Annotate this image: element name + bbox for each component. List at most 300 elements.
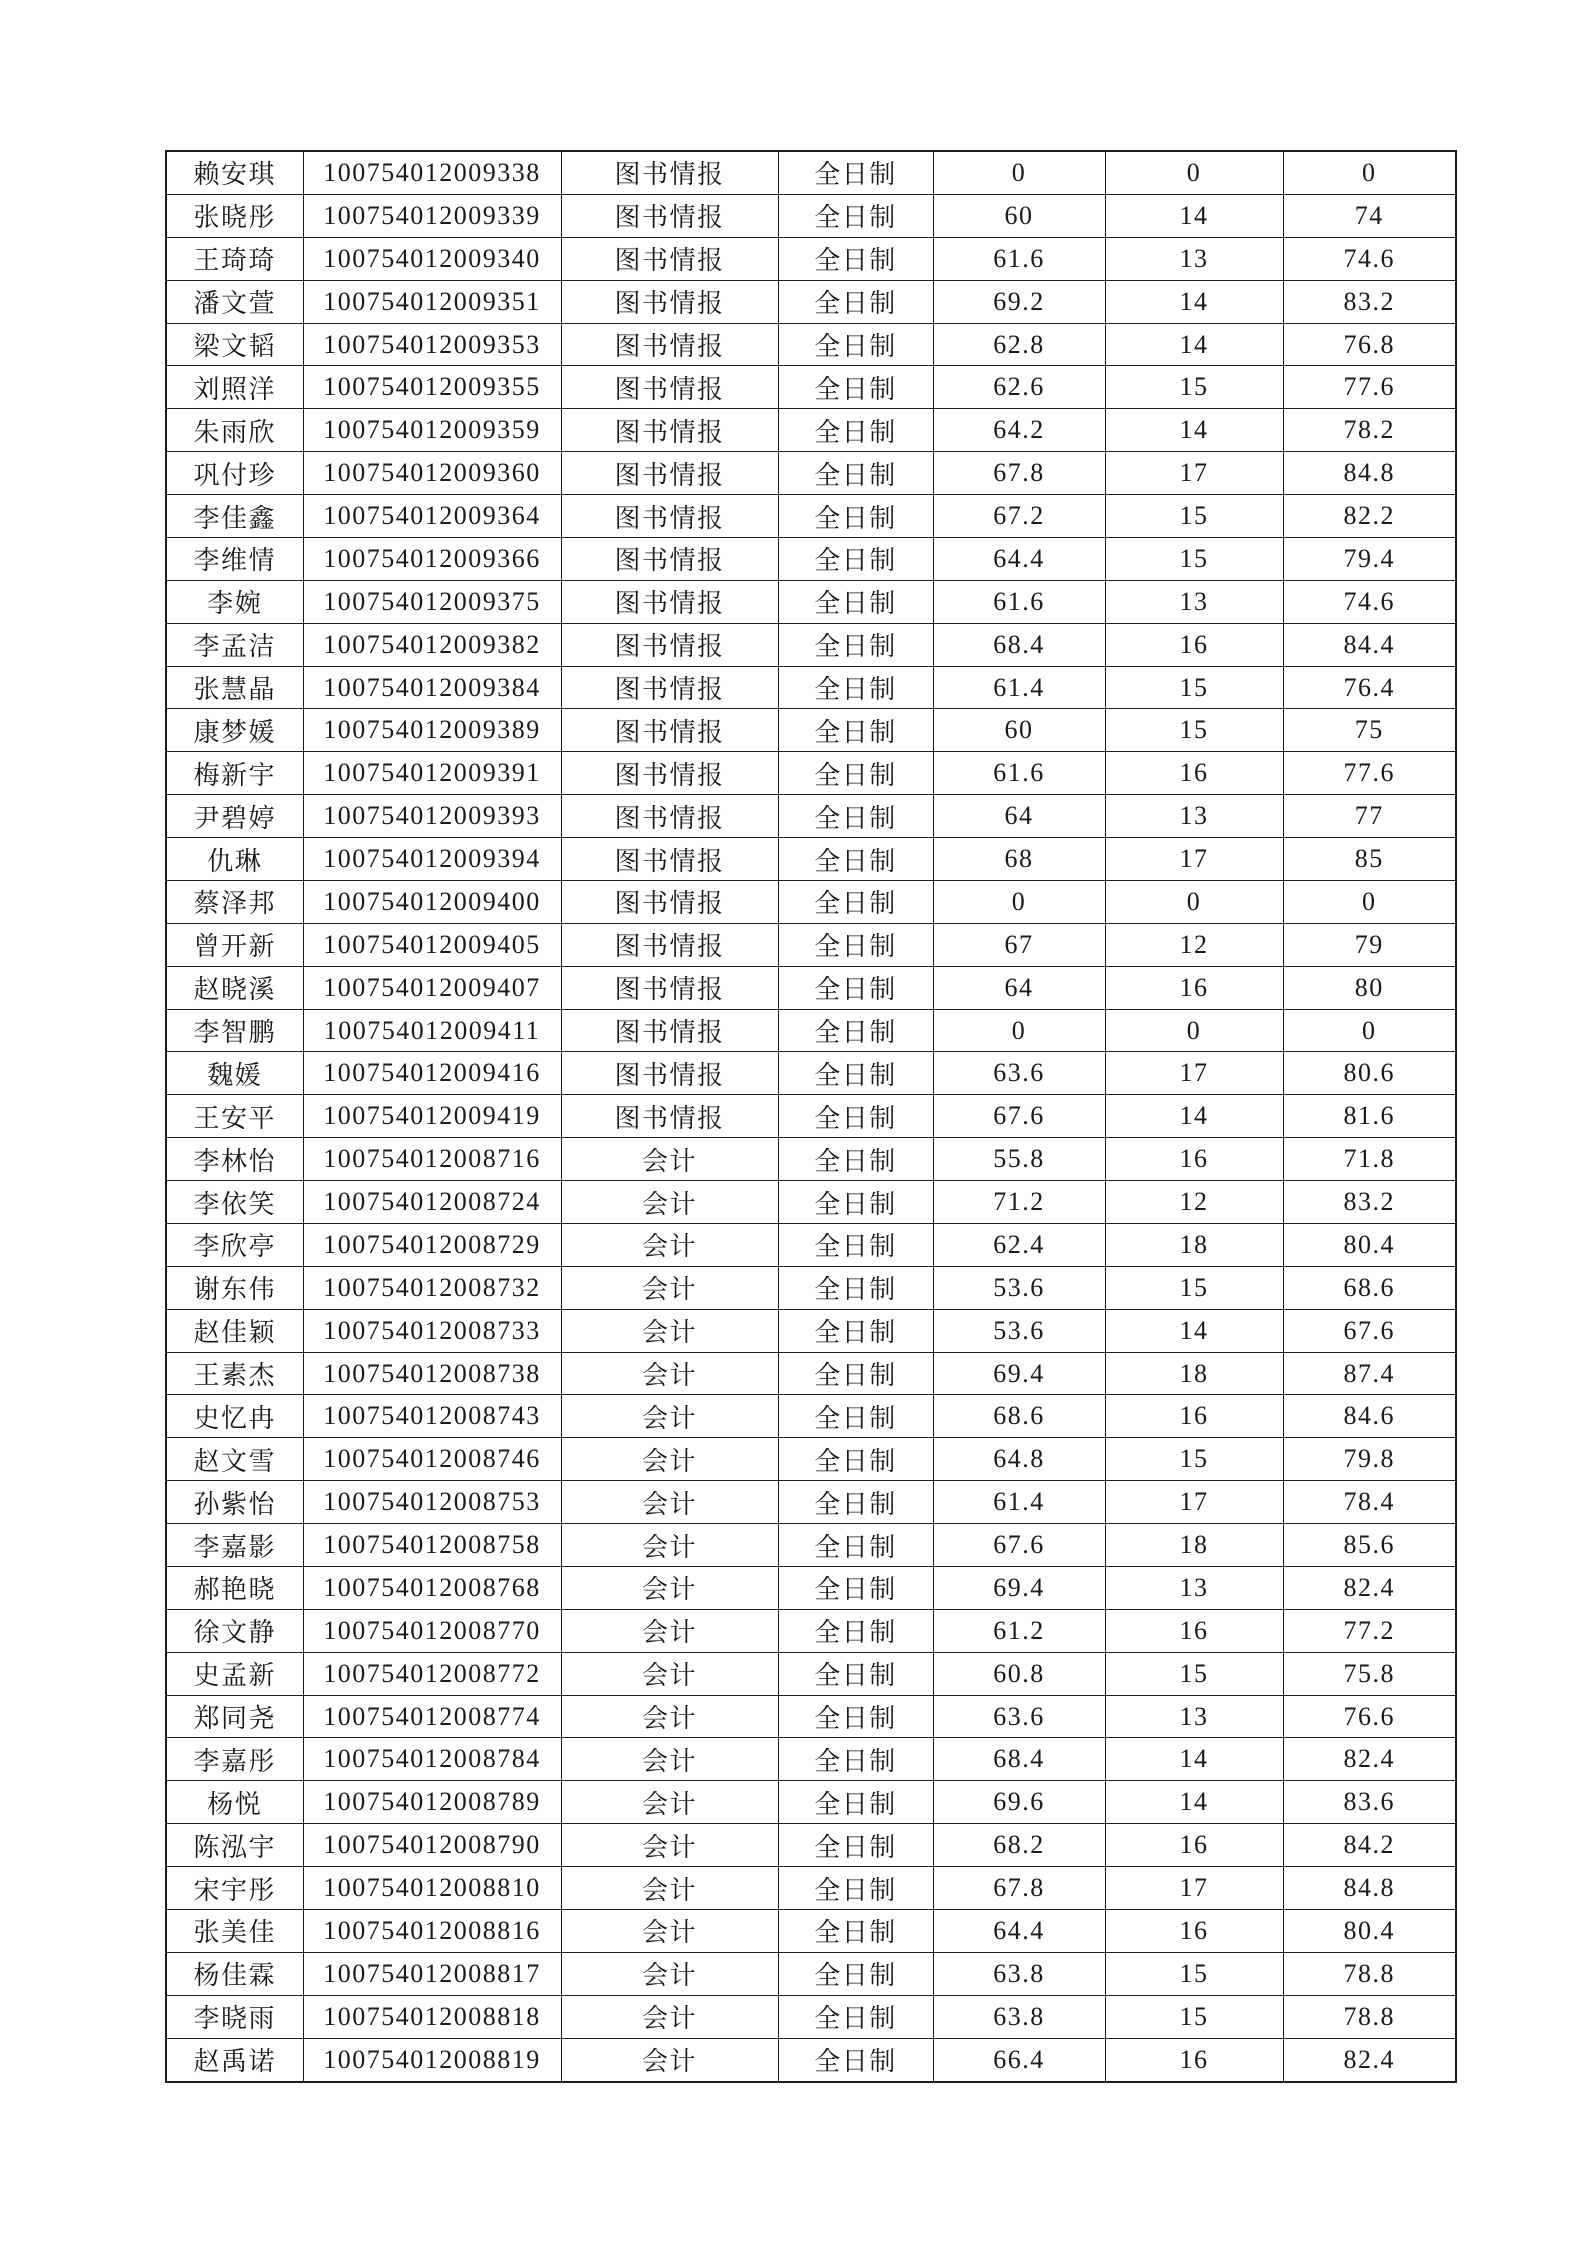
cell-candidate_id: 100754012008729 bbox=[303, 1223, 561, 1266]
cell-name: 杨悦 bbox=[166, 1781, 303, 1824]
cell-score1: 68 bbox=[933, 838, 1105, 881]
cell-study_mode: 全日制 bbox=[778, 1695, 933, 1738]
cell-major: 图书情报 bbox=[561, 1052, 778, 1095]
cell-total: 67.6 bbox=[1283, 1309, 1456, 1352]
cell-candidate_id: 100754012009351 bbox=[303, 280, 561, 323]
cell-name: 仇琳 bbox=[166, 838, 303, 881]
cell-major: 图书情报 bbox=[561, 237, 778, 280]
cell-name: 梁文韬 bbox=[166, 323, 303, 366]
cell-major: 会计 bbox=[561, 1952, 778, 1995]
table-row bbox=[166, 323, 1456, 366]
cell-score2: 14 bbox=[1105, 409, 1283, 452]
cell-candidate_id: 100754012009391 bbox=[303, 752, 561, 795]
cell-study_mode: 全日制 bbox=[778, 1824, 933, 1867]
cell-study_mode: 全日制 bbox=[778, 966, 933, 1009]
admission-score-table bbox=[165, 150, 1457, 2083]
cell-total: 77.2 bbox=[1283, 1609, 1456, 1652]
cell-score1: 61.6 bbox=[933, 580, 1105, 623]
cell-study_mode: 全日制 bbox=[778, 452, 933, 495]
cell-score1: 68.2 bbox=[933, 1824, 1105, 1867]
cell-score2: 13 bbox=[1105, 580, 1283, 623]
cell-candidate_id: 100754012008753 bbox=[303, 1481, 561, 1524]
table-row bbox=[166, 795, 1456, 838]
cell-major: 会计 bbox=[561, 1223, 778, 1266]
cell-candidate_id: 100754012009407 bbox=[303, 966, 561, 1009]
cell-study_mode: 全日制 bbox=[778, 838, 933, 881]
cell-score2: 17 bbox=[1105, 1867, 1283, 1910]
cell-name: 李林怡 bbox=[166, 1138, 303, 1181]
cell-score1: 66.4 bbox=[933, 2038, 1105, 2082]
cell-candidate_id: 100754012009359 bbox=[303, 409, 561, 452]
cell-candidate_id: 100754012008784 bbox=[303, 1738, 561, 1781]
cell-name: 李依笑 bbox=[166, 1181, 303, 1224]
cell-total: 81.6 bbox=[1283, 1095, 1456, 1138]
cell-name: 尹碧婷 bbox=[166, 795, 303, 838]
cell-score2: 15 bbox=[1105, 709, 1283, 752]
cell-candidate_id: 100754012009411 bbox=[303, 1009, 561, 1052]
cell-total: 78.4 bbox=[1283, 1481, 1456, 1524]
cell-score1: 69.6 bbox=[933, 1781, 1105, 1824]
cell-candidate_id: 100754012009394 bbox=[303, 838, 561, 881]
cell-candidate_id: 100754012009375 bbox=[303, 580, 561, 623]
cell-candidate_id: 100754012009400 bbox=[303, 880, 561, 923]
cell-score1: 63.6 bbox=[933, 1695, 1105, 1738]
cell-total: 80 bbox=[1283, 966, 1456, 1009]
cell-candidate_id: 100754012009364 bbox=[303, 495, 561, 538]
cell-study_mode: 全日制 bbox=[778, 194, 933, 237]
cell-total: 83.2 bbox=[1283, 280, 1456, 323]
cell-study_mode: 全日制 bbox=[778, 752, 933, 795]
cell-candidate_id: 100754012008810 bbox=[303, 1867, 561, 1910]
cell-name: 谢东伟 bbox=[166, 1266, 303, 1309]
cell-score1: 69.4 bbox=[933, 1566, 1105, 1609]
table-row bbox=[166, 1481, 1456, 1524]
cell-total: 0 bbox=[1283, 151, 1456, 194]
cell-candidate_id: 100754012008772 bbox=[303, 1652, 561, 1695]
cell-total: 79.4 bbox=[1283, 537, 1456, 580]
cell-total: 77.6 bbox=[1283, 366, 1456, 409]
cell-major: 图书情报 bbox=[561, 366, 778, 409]
cell-study_mode: 全日制 bbox=[778, 1566, 933, 1609]
cell-total: 78.8 bbox=[1283, 1952, 1456, 1995]
cell-candidate_id: 100754012009339 bbox=[303, 194, 561, 237]
cell-candidate_id: 100754012008738 bbox=[303, 1352, 561, 1395]
cell-total: 75.8 bbox=[1283, 1652, 1456, 1695]
cell-score2: 16 bbox=[1105, 1395, 1283, 1438]
cell-score2: 14 bbox=[1105, 323, 1283, 366]
cell-score2: 14 bbox=[1105, 1781, 1283, 1824]
table-row bbox=[166, 151, 1456, 194]
cell-score1: 63.6 bbox=[933, 1052, 1105, 1095]
table-row bbox=[166, 409, 1456, 452]
cell-study_mode: 全日制 bbox=[778, 409, 933, 452]
cell-name: 王素杰 bbox=[166, 1352, 303, 1395]
cell-major: 会计 bbox=[561, 1438, 778, 1481]
cell-name: 王安平 bbox=[166, 1095, 303, 1138]
cell-score1: 53.6 bbox=[933, 1266, 1105, 1309]
cell-score2: 15 bbox=[1105, 1266, 1283, 1309]
cell-score1: 67 bbox=[933, 923, 1105, 966]
table-row bbox=[166, 1138, 1456, 1181]
cell-score1: 62.4 bbox=[933, 1223, 1105, 1266]
cell-total: 82.4 bbox=[1283, 2038, 1456, 2082]
cell-total: 77 bbox=[1283, 795, 1456, 838]
cell-candidate_id: 100754012008818 bbox=[303, 1995, 561, 2038]
table-row bbox=[166, 752, 1456, 795]
table-row bbox=[166, 2038, 1456, 2082]
cell-candidate_id: 100754012009353 bbox=[303, 323, 561, 366]
cell-major: 会计 bbox=[561, 1309, 778, 1352]
cell-major: 图书情报 bbox=[561, 795, 778, 838]
cell-score2: 16 bbox=[1105, 752, 1283, 795]
cell-study_mode: 全日制 bbox=[778, 1481, 933, 1524]
cell-candidate_id: 100754012009384 bbox=[303, 666, 561, 709]
cell-study_mode: 全日制 bbox=[778, 537, 933, 580]
cell-name: 李欣亭 bbox=[166, 1223, 303, 1266]
table-row bbox=[166, 1052, 1456, 1095]
cell-score2: 0 bbox=[1105, 880, 1283, 923]
cell-total: 84.6 bbox=[1283, 1395, 1456, 1438]
table-row bbox=[166, 966, 1456, 1009]
cell-score2: 14 bbox=[1105, 1738, 1283, 1781]
cell-major: 图书情报 bbox=[561, 323, 778, 366]
cell-name: 李维情 bbox=[166, 537, 303, 580]
cell-score1: 63.8 bbox=[933, 1995, 1105, 2038]
cell-score2: 14 bbox=[1105, 280, 1283, 323]
table-row bbox=[166, 1609, 1456, 1652]
cell-study_mode: 全日制 bbox=[778, 1609, 933, 1652]
cell-total: 84.2 bbox=[1283, 1824, 1456, 1867]
cell-score1: 68.6 bbox=[933, 1395, 1105, 1438]
cell-major: 会计 bbox=[561, 1566, 778, 1609]
cell-total: 84.8 bbox=[1283, 1867, 1456, 1910]
cell-major: 图书情报 bbox=[561, 194, 778, 237]
cell-score1: 61.2 bbox=[933, 1609, 1105, 1652]
cell-major: 图书情报 bbox=[561, 1095, 778, 1138]
cell-score2: 13 bbox=[1105, 1566, 1283, 1609]
table-row bbox=[166, 1181, 1456, 1224]
cell-score2: 0 bbox=[1105, 151, 1283, 194]
cell-score2: 13 bbox=[1105, 795, 1283, 838]
table-row bbox=[166, 1781, 1456, 1824]
cell-score1: 64.2 bbox=[933, 409, 1105, 452]
cell-name: 李佳鑫 bbox=[166, 495, 303, 538]
cell-study_mode: 全日制 bbox=[778, 1438, 933, 1481]
table-body bbox=[166, 151, 1456, 2082]
cell-major: 图书情报 bbox=[561, 752, 778, 795]
cell-score1: 0 bbox=[933, 880, 1105, 923]
cell-major: 会计 bbox=[561, 1995, 778, 2038]
cell-study_mode: 全日制 bbox=[778, 2038, 933, 2082]
table-row bbox=[166, 1309, 1456, 1352]
cell-score1: 68.4 bbox=[933, 1738, 1105, 1781]
cell-name: 赖安琪 bbox=[166, 151, 303, 194]
cell-score2: 16 bbox=[1105, 1609, 1283, 1652]
cell-candidate_id: 100754012008770 bbox=[303, 1609, 561, 1652]
table-row bbox=[166, 1909, 1456, 1952]
cell-score2: 15 bbox=[1105, 1995, 1283, 2038]
cell-score1: 68.4 bbox=[933, 623, 1105, 666]
cell-major: 会计 bbox=[561, 1781, 778, 1824]
cell-score1: 67.6 bbox=[933, 1095, 1105, 1138]
cell-candidate_id: 100754012008758 bbox=[303, 1524, 561, 1567]
cell-score1: 0 bbox=[933, 151, 1105, 194]
cell-study_mode: 全日制 bbox=[778, 1052, 933, 1095]
cell-study_mode: 全日制 bbox=[778, 795, 933, 838]
cell-major: 图书情报 bbox=[561, 880, 778, 923]
cell-major: 图书情报 bbox=[561, 580, 778, 623]
cell-total: 79.8 bbox=[1283, 1438, 1456, 1481]
cell-total: 84.8 bbox=[1283, 452, 1456, 495]
table-row bbox=[166, 280, 1456, 323]
cell-major: 会计 bbox=[561, 1138, 778, 1181]
table-row bbox=[166, 666, 1456, 709]
table-row bbox=[166, 1995, 1456, 2038]
cell-candidate_id: 100754012008733 bbox=[303, 1309, 561, 1352]
cell-total: 79 bbox=[1283, 923, 1456, 966]
cell-score2: 15 bbox=[1105, 1438, 1283, 1481]
cell-name: 张晓彤 bbox=[166, 194, 303, 237]
cell-major: 会计 bbox=[561, 2038, 778, 2082]
cell-name: 李智鹏 bbox=[166, 1009, 303, 1052]
cell-major: 会计 bbox=[561, 1867, 778, 1910]
table-row bbox=[166, 1223, 1456, 1266]
cell-name: 徐文静 bbox=[166, 1609, 303, 1652]
cell-score2: 14 bbox=[1105, 194, 1283, 237]
cell-score2: 18 bbox=[1105, 1524, 1283, 1567]
cell-score2: 0 bbox=[1105, 1009, 1283, 1052]
cell-study_mode: 全日制 bbox=[778, 1652, 933, 1695]
cell-score1: 63.8 bbox=[933, 1952, 1105, 1995]
cell-score1: 67.8 bbox=[933, 1867, 1105, 1910]
cell-total: 85.6 bbox=[1283, 1524, 1456, 1567]
cell-name: 史忆冉 bbox=[166, 1395, 303, 1438]
cell-name: 赵文雪 bbox=[166, 1438, 303, 1481]
cell-score1: 61.4 bbox=[933, 666, 1105, 709]
cell-score2: 17 bbox=[1105, 1052, 1283, 1095]
cell-name: 赵禹诺 bbox=[166, 2038, 303, 2082]
cell-major: 图书情报 bbox=[561, 666, 778, 709]
table-row bbox=[166, 1524, 1456, 1567]
cell-total: 74.6 bbox=[1283, 237, 1456, 280]
table-row bbox=[166, 1566, 1456, 1609]
cell-candidate_id: 100754012009419 bbox=[303, 1095, 561, 1138]
cell-candidate_id: 100754012008817 bbox=[303, 1952, 561, 1995]
cell-score2: 13 bbox=[1105, 237, 1283, 280]
cell-study_mode: 全日制 bbox=[778, 1952, 933, 1995]
cell-score2: 18 bbox=[1105, 1352, 1283, 1395]
cell-name: 赵晓溪 bbox=[166, 966, 303, 1009]
table-row bbox=[166, 1395, 1456, 1438]
cell-major: 图书情报 bbox=[561, 709, 778, 752]
cell-score2: 15 bbox=[1105, 666, 1283, 709]
cell-major: 会计 bbox=[561, 1824, 778, 1867]
table-row bbox=[166, 1009, 1456, 1052]
cell-score2: 16 bbox=[1105, 623, 1283, 666]
cell-score2: 17 bbox=[1105, 1481, 1283, 1524]
cell-score1: 64 bbox=[933, 966, 1105, 1009]
cell-score2: 15 bbox=[1105, 366, 1283, 409]
cell-score1: 67.2 bbox=[933, 495, 1105, 538]
cell-study_mode: 全日制 bbox=[778, 1181, 933, 1224]
table-row bbox=[166, 1738, 1456, 1781]
cell-major: 会计 bbox=[561, 1909, 778, 1952]
cell-name: 张美佳 bbox=[166, 1909, 303, 1952]
cell-score1: 61.6 bbox=[933, 752, 1105, 795]
cell-major: 会计 bbox=[561, 1652, 778, 1695]
cell-name: 宋宇彤 bbox=[166, 1867, 303, 1910]
cell-score1: 0 bbox=[933, 1009, 1105, 1052]
cell-major: 会计 bbox=[561, 1609, 778, 1652]
cell-total: 85 bbox=[1283, 838, 1456, 881]
cell-score2: 13 bbox=[1105, 1695, 1283, 1738]
table-row bbox=[166, 194, 1456, 237]
cell-score1: 62.8 bbox=[933, 323, 1105, 366]
cell-total: 87.4 bbox=[1283, 1352, 1456, 1395]
cell-name: 陈泓宇 bbox=[166, 1824, 303, 1867]
cell-score2: 16 bbox=[1105, 2038, 1283, 2082]
cell-name: 李嘉彤 bbox=[166, 1738, 303, 1781]
cell-study_mode: 全日制 bbox=[778, 1524, 933, 1567]
cell-total: 71.8 bbox=[1283, 1138, 1456, 1181]
cell-total: 80.4 bbox=[1283, 1223, 1456, 1266]
cell-major: 会计 bbox=[561, 1266, 778, 1309]
cell-study_mode: 全日制 bbox=[778, 580, 933, 623]
cell-candidate_id: 100754012008746 bbox=[303, 1438, 561, 1481]
cell-study_mode: 全日制 bbox=[778, 1867, 933, 1910]
table-row bbox=[166, 880, 1456, 923]
table-row bbox=[166, 580, 1456, 623]
cell-score1: 67.6 bbox=[933, 1524, 1105, 1567]
cell-score1: 64.4 bbox=[933, 1909, 1105, 1952]
cell-study_mode: 全日制 bbox=[778, 151, 933, 194]
cell-candidate_id: 100754012008790 bbox=[303, 1824, 561, 1867]
cell-name: 王琦琦 bbox=[166, 237, 303, 280]
cell-score1: 69.4 bbox=[933, 1352, 1105, 1395]
cell-score2: 14 bbox=[1105, 1095, 1283, 1138]
cell-candidate_id: 100754012008768 bbox=[303, 1566, 561, 1609]
cell-score1: 61.6 bbox=[933, 237, 1105, 280]
table-row bbox=[166, 1266, 1456, 1309]
cell-name: 史孟新 bbox=[166, 1652, 303, 1695]
cell-candidate_id: 100754012008732 bbox=[303, 1266, 561, 1309]
cell-score2: 14 bbox=[1105, 1309, 1283, 1352]
table-row bbox=[166, 1095, 1456, 1138]
cell-name: 李晓雨 bbox=[166, 1995, 303, 2038]
cell-name: 魏媛 bbox=[166, 1052, 303, 1095]
cell-major: 图书情报 bbox=[561, 623, 778, 666]
cell-score1: 64.8 bbox=[933, 1438, 1105, 1481]
cell-candidate_id: 100754012009389 bbox=[303, 709, 561, 752]
cell-study_mode: 全日制 bbox=[778, 280, 933, 323]
cell-candidate_id: 100754012008743 bbox=[303, 1395, 561, 1438]
table-row bbox=[166, 838, 1456, 881]
cell-name: 赵佳颖 bbox=[166, 1309, 303, 1352]
cell-total: 82.4 bbox=[1283, 1566, 1456, 1609]
cell-candidate_id: 100754012008819 bbox=[303, 2038, 561, 2082]
cell-name: 刘照洋 bbox=[166, 366, 303, 409]
cell-score2: 16 bbox=[1105, 1138, 1283, 1181]
cell-name: 李嘉影 bbox=[166, 1524, 303, 1567]
cell-major: 图书情报 bbox=[561, 452, 778, 495]
table-row bbox=[166, 1352, 1456, 1395]
cell-study_mode: 全日制 bbox=[778, 1909, 933, 1952]
cell-study_mode: 全日制 bbox=[778, 1395, 933, 1438]
cell-study_mode: 全日制 bbox=[778, 1995, 933, 2038]
cell-candidate_id: 100754012009366 bbox=[303, 537, 561, 580]
cell-candidate_id: 100754012009393 bbox=[303, 795, 561, 838]
cell-study_mode: 全日制 bbox=[778, 1352, 933, 1395]
cell-score2: 16 bbox=[1105, 966, 1283, 1009]
cell-total: 76.6 bbox=[1283, 1695, 1456, 1738]
cell-name: 李孟洁 bbox=[166, 623, 303, 666]
cell-study_mode: 全日制 bbox=[778, 1738, 933, 1781]
cell-study_mode: 全日制 bbox=[778, 1266, 933, 1309]
cell-score1: 67.8 bbox=[933, 452, 1105, 495]
cell-total: 0 bbox=[1283, 880, 1456, 923]
cell-study_mode: 全日制 bbox=[778, 495, 933, 538]
cell-score2: 16 bbox=[1105, 1824, 1283, 1867]
cell-score2: 17 bbox=[1105, 838, 1283, 881]
cell-score1: 61.4 bbox=[933, 1481, 1105, 1524]
cell-study_mode: 全日制 bbox=[778, 366, 933, 409]
cell-score1: 69.2 bbox=[933, 280, 1105, 323]
cell-total: 83.2 bbox=[1283, 1181, 1456, 1224]
cell-major: 会计 bbox=[561, 1481, 778, 1524]
cell-major: 会计 bbox=[561, 1352, 778, 1395]
cell-study_mode: 全日制 bbox=[778, 880, 933, 923]
cell-study_mode: 全日制 bbox=[778, 1781, 933, 1824]
cell-total: 74 bbox=[1283, 194, 1456, 237]
cell-study_mode: 全日制 bbox=[778, 923, 933, 966]
cell-total: 84.4 bbox=[1283, 623, 1456, 666]
table-row bbox=[166, 709, 1456, 752]
cell-major: 图书情报 bbox=[561, 1009, 778, 1052]
cell-candidate_id: 100754012009340 bbox=[303, 237, 561, 280]
cell-major: 图书情报 bbox=[561, 923, 778, 966]
cell-total: 68.6 bbox=[1283, 1266, 1456, 1309]
cell-candidate_id: 100754012008816 bbox=[303, 1909, 561, 1952]
cell-name: 康梦媛 bbox=[166, 709, 303, 752]
cell-score1: 55.8 bbox=[933, 1138, 1105, 1181]
table-row bbox=[166, 495, 1456, 538]
cell-score1: 71.2 bbox=[933, 1181, 1105, 1224]
cell-candidate_id: 100754012008716 bbox=[303, 1138, 561, 1181]
cell-score1: 62.6 bbox=[933, 366, 1105, 409]
cell-name: 郑同尧 bbox=[166, 1695, 303, 1738]
cell-study_mode: 全日制 bbox=[778, 709, 933, 752]
cell-total: 78.8 bbox=[1283, 1995, 1456, 2038]
cell-name: 孙紫怡 bbox=[166, 1481, 303, 1524]
cell-major: 图书情报 bbox=[561, 409, 778, 452]
cell-major: 会计 bbox=[561, 1695, 778, 1738]
cell-total: 77.6 bbox=[1283, 752, 1456, 795]
cell-total: 82.4 bbox=[1283, 1738, 1456, 1781]
cell-score2: 15 bbox=[1105, 537, 1283, 580]
cell-score2: 12 bbox=[1105, 923, 1283, 966]
cell-score1: 60.8 bbox=[933, 1652, 1105, 1695]
cell-study_mode: 全日制 bbox=[778, 1009, 933, 1052]
cell-study_mode: 全日制 bbox=[778, 1309, 933, 1352]
cell-major: 图书情报 bbox=[561, 495, 778, 538]
table-row bbox=[166, 1652, 1456, 1695]
cell-score2: 12 bbox=[1105, 1181, 1283, 1224]
cell-major: 图书情报 bbox=[561, 151, 778, 194]
cell-name: 张慧晶 bbox=[166, 666, 303, 709]
cell-score2: 17 bbox=[1105, 452, 1283, 495]
table-row bbox=[166, 1438, 1456, 1481]
cell-major: 会计 bbox=[561, 1181, 778, 1224]
